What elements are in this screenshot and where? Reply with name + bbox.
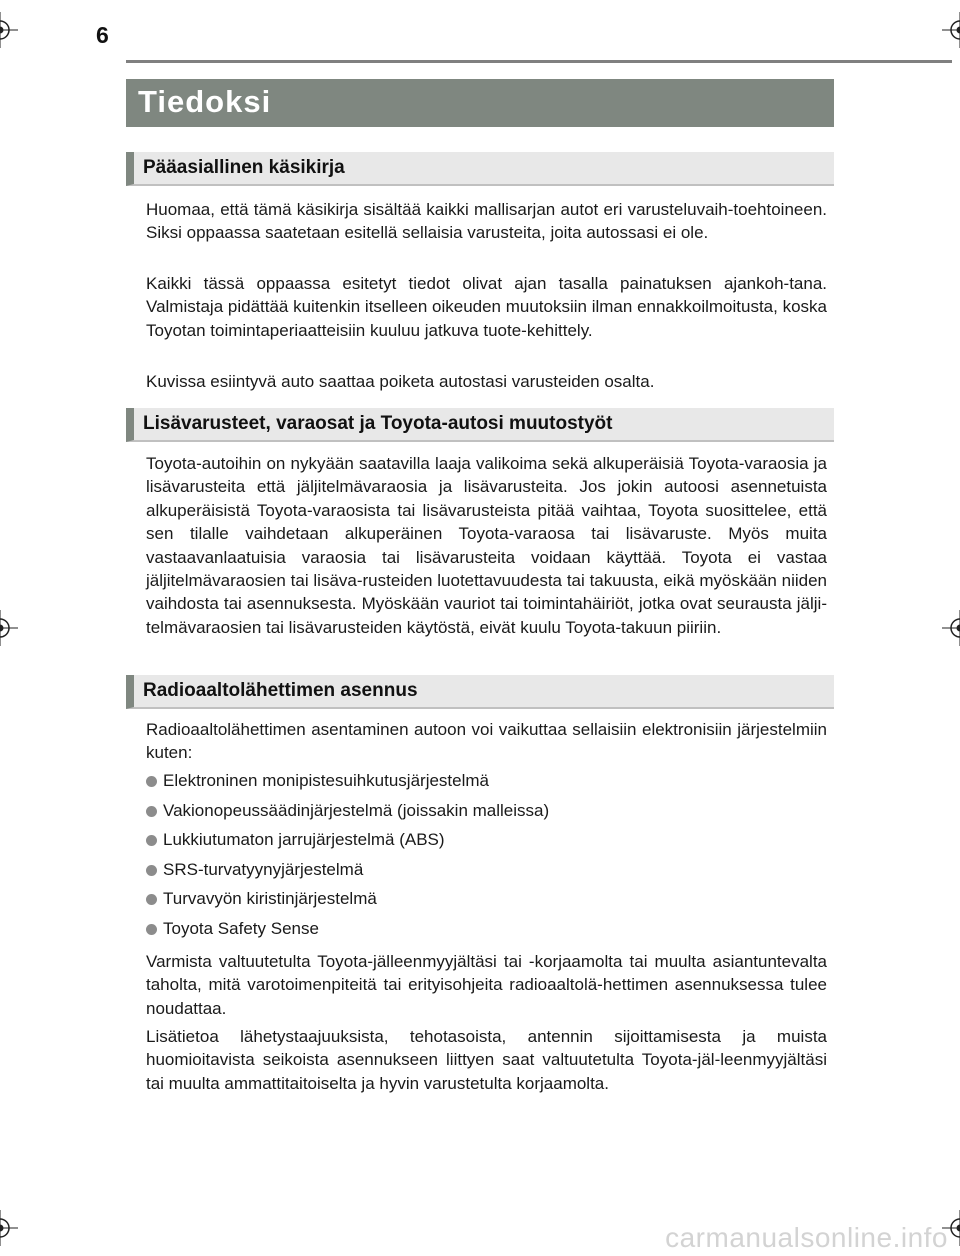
list-item <box>146 829 827 859</box>
list-item-text: SRS-turvatyynyjärjestelmä <box>163 859 364 879</box>
paragraph: Toyota-autoihin on nykyään saatavilla laaja valikoima sekä alkuperäisiä Toyota-varaosia ja lisävarusteita että jäljitelmävaraosia ja lisävarusteita. Jos jokin autoosi asennetuista alkuperäisistä Toyota-varaosista tai lisävarusteista pitää vaihtaa, Toyota suosittelee, että sen tilalle vaihdetaan alkuperäinen Toyota-varaosa tai lisävaruste. Myös muita vastaavanlaatuisia varaosia tai lisävarusteita voidaan käyttää. Toyota ei vastaa jäljitelmävaraosien tai lisäva-rusteiden luotettavuudesta tai takuusta, eikä myöskään niiden vaihdosta tai asennuksesta. Myöskään vauriot tai toimintahäiriöt, jotka ovat seurausta jälji-telmävaraosien tai lisävarusteiden käytöstä, eivät kuulu Toyota-takuun piiriin. <box>146 454 827 637</box>
bullet-icon <box>146 806 157 817</box>
list-item-text: Toyota Safety Sense <box>163 918 319 938</box>
paragraph: Varmista valtuutetulta Toyota-jälleenmyyjältäsi tai -korjaamolta tai muulta asiantuntevalta taholta, mitä varotoimenpiteitä tai erityisohjeita radioaaltolä-hettimen asennuksessa tulee noudattaa. <box>146 952 827 1018</box>
list-item <box>146 918 827 948</box>
list-item-text: Elektroninen monipistesuihkutusjärjestelmä <box>163 771 489 790</box>
registration-mark-icon <box>0 610 18 646</box>
list-item-text: Lukkiutumaton jarrujärjestelmä (ABS) <box>163 830 445 850</box>
watermark: carmanualsonline.info <box>665 1222 948 1253</box>
paragraph: Lisätietoa lähetystaajuuksista, tehotasoista, antennin sijoittamisesta ja muista huomioitavista seikoista asennukseen liittyen saat valtuutetulta Toyota-jäl-leenmyyjältäsi tai muulta ammattitaitoiselta ja hyvin varustetulta korjaamolta. <box>146 1027 827 1093</box>
list-item <box>146 888 827 918</box>
list-item <box>146 859 827 889</box>
page-title-bar <box>126 79 834 127</box>
page-title: Tiedoksi <box>138 84 272 119</box>
registration-mark-icon <box>0 1210 18 1246</box>
registration-mark-icon <box>942 610 960 646</box>
paragraph: Kaikki tässä oppaassa esitetyt tiedot olivat ajan tasalla painatuksen ajankoh-tana. Valmistaja pidättää kuitenkin itselleen oikeuden muutoksiin ilman ennakkoilmoitusta, koska Toyotan toimintaperiaatteisiin kuuluu jatkuva tuote-kehittely. <box>146 274 827 340</box>
list-item-text: Vakionopeussäädinjärjestelmä (joissakin malleissa) <box>163 800 550 820</box>
section-heading-text: Pääasiallinen käsikirja <box>143 157 345 178</box>
bullet-list <box>146 770 827 948</box>
section-heading-text: Radioaaltolähettimen asennus <box>143 680 418 701</box>
list-item <box>146 770 827 800</box>
section-heading <box>126 408 834 442</box>
bullet-icon <box>146 924 157 935</box>
paragraph: Kuvissa esiintyvä auto saattaa poiketa autostasi varusteiden osalta. <box>146 372 655 391</box>
bullet-icon <box>146 894 157 905</box>
paragraph: Radioaaltolähettimen asentaminen autoon voi vaikuttaa sellaisiin elektronisiin järjestelmiin kuten: <box>146 720 827 763</box>
section-heading <box>126 152 834 186</box>
bullet-icon <box>146 865 157 876</box>
list-item <box>146 800 827 830</box>
header-rule <box>126 60 952 63</box>
bullet-icon <box>146 835 157 846</box>
page-number: 6 <box>96 22 109 48</box>
list-item-text: Turvavyön kiristinjärjestelmä <box>163 889 377 909</box>
paragraph: Huomaa, että tämä käsikirja sisältää kaikki mallisarjan autot eri varusteluvaih-toehtoineen. Siksi oppaassa saatetaan esitellä sellaisia varusteita, joita autossasi ei ole. <box>146 200 827 243</box>
registration-mark-icon <box>942 12 960 48</box>
registration-mark-icon <box>0 12 18 48</box>
section-heading <box>126 675 834 709</box>
section-heading-text: Lisävarusteet, varaosat ja Toyota-autosi muutostyöt <box>143 413 613 434</box>
bullet-icon <box>146 776 157 787</box>
